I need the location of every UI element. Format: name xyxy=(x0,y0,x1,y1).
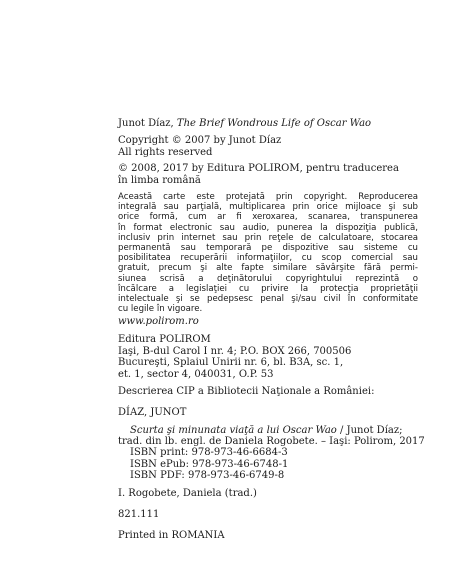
printed-in xyxy=(118,530,225,542)
address-line: Iaşi, B-dul Carol I nr. 4; P.O. BOX 266, 700506 xyxy=(118,345,352,357)
cip-title-rest: / Junot Díaz; xyxy=(336,424,403,436)
isbn-list xyxy=(118,447,288,482)
website xyxy=(118,316,199,328)
legal-line: Această carte este protejată prin copyright. Reproducerea xyxy=(118,192,418,202)
classification-text: 821.111 xyxy=(118,509,160,520)
original-author: Junot Díaz, xyxy=(118,118,174,129)
translator-text: I. Rogobete, Daniela (trad.) xyxy=(118,488,257,499)
cip-heading xyxy=(118,386,374,398)
copyright-translation xyxy=(118,163,399,186)
legal-line: integrală sau parţială, multiplicarea prin orice mijloace şi sub xyxy=(118,202,418,213)
original-title: The Brief Wondrous Life of Oscar Wao xyxy=(176,118,372,129)
rights-line: All rights reserved xyxy=(118,146,213,158)
legal-line: permanentă sau temporară pe dispozitive sau sisteme cu xyxy=(118,243,418,254)
legal-line: orice formă, cum ar fi xeroxarea, scanarea, transpunerea xyxy=(118,212,418,223)
title-line xyxy=(118,118,371,130)
cip-record xyxy=(118,407,425,448)
legal-line: intelectuale şi se pedepsesc penal şi/sau civil în conformitate xyxy=(118,294,418,305)
printed-in-text: Printed in ROMANIA xyxy=(118,530,225,541)
isbn-pdf: ISBN PDF: 978-973-46-6749-8 xyxy=(130,470,285,481)
isbn-print: ISBN print: 978-973-46-6684-3 xyxy=(130,447,288,458)
publisher-address xyxy=(118,334,351,380)
copyright-line: Copyright © 2007 by Junot Díaz xyxy=(118,135,282,146)
publisher-name: Editura POLIROM xyxy=(118,334,211,345)
translation-language-line: în limba română xyxy=(118,174,201,186)
isbn-epub: ISBN ePub: 978-973-46-6748-1 xyxy=(130,458,289,470)
copyright-original xyxy=(118,135,281,158)
legal-line: în format electronic sau audio, punerea la dispoziţia publică, xyxy=(118,222,418,233)
legal-line: cu legile în vigoare. xyxy=(118,304,203,315)
legal-line: inclusiv prin internet sau prin reţele de calculatoare, stocarea xyxy=(118,232,418,243)
cip-title-italic: Scurta şi minunata viaţă a lui Oscar Wao xyxy=(130,424,337,436)
cip-title xyxy=(118,425,425,437)
website-link[interactable]: www.polirom.ro xyxy=(118,316,199,327)
cip-translation: trad. din lb. engl. de Daniela Rogobete. – Iaşi: Polirom, 2017 xyxy=(118,436,425,447)
classification xyxy=(118,509,159,521)
translator-entry xyxy=(118,488,257,500)
legal-line: posibilitatea recuperării informaţiilor, cu scop comercial sau xyxy=(118,253,418,264)
legal-line: gratuit, precum şi alte fapte similare săvârşite fără permi- xyxy=(118,263,418,274)
cip-author: DÍAZ, JUNOT xyxy=(118,407,187,418)
legal-line: încălcare a legislaţiei cu privire la protecţia proprietăţii xyxy=(118,283,418,294)
address-line: Bucureşti, Splaiul Unirii nr. 6, bl. B3A, sc. 1, xyxy=(118,357,344,368)
legal-line: siunea scrisă a deţinătorului copyrightului reprezintă o xyxy=(118,273,418,284)
cip-heading-text: Descrierea CIP a Bibliotecii Naţionale a României: xyxy=(118,386,375,397)
translation-copyright-line: © 2008, 2017 by Editura POLIROM, pentru traducerea xyxy=(118,163,399,174)
legal-notice xyxy=(118,192,418,314)
address-line: et. 1, sector 4, 040031, O.P. 53 xyxy=(118,368,274,380)
